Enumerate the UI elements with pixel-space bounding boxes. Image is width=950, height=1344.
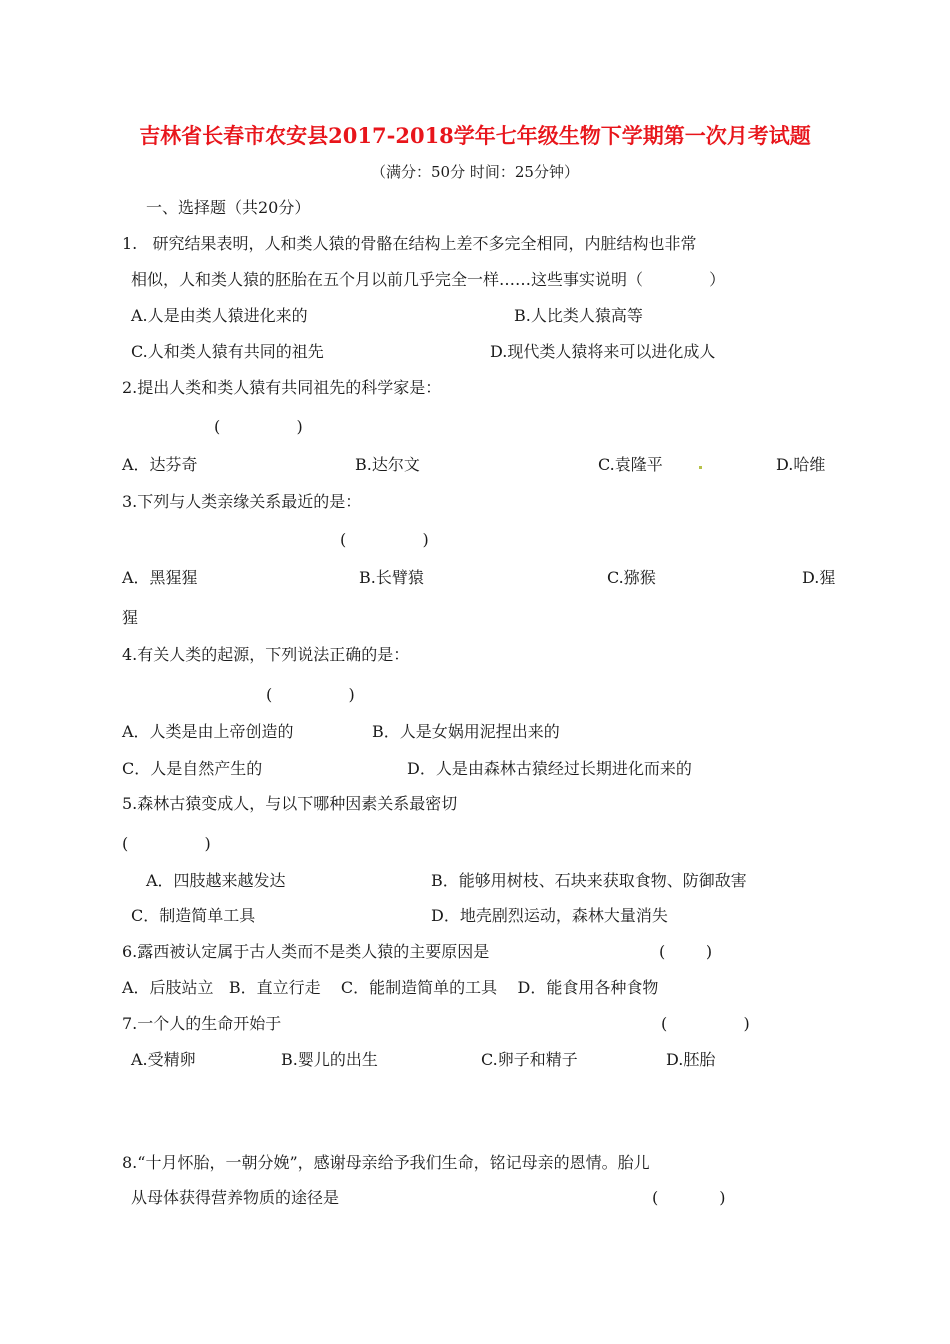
q4-stem: 4.有关人类的起源，下列说法正确的是： <box>122 645 410 664</box>
q8-stem-line2: 从母体获得营养物质的途径是 <box>131 1188 340 1207</box>
q7-option-b: B.婴儿的出生 <box>281 1050 378 1069</box>
q4-option-b: B．人是女娲用泥捏出来的 <box>372 722 560 741</box>
q3-option-a: A．黑猩猩 <box>122 568 198 587</box>
q5-answer-paren: ( ) <box>122 834 211 853</box>
q5-stem: 5.森林古猿变成人，与以下哪种因素关系最密切 <box>122 794 458 813</box>
q4-option-a: A．人类是由上帝创造的 <box>122 722 294 741</box>
q1-option-a: A.人是由类人猿进化来的 <box>131 306 308 325</box>
q1-stem-line1: 1. 研究结果表明，人和类人猿的骨骼在结构上差不多完全相同，内脏结构也非常 <box>122 234 697 253</box>
q7-option-a: A.受精卵 <box>131 1050 196 1069</box>
q4-answer-paren: ( ) <box>266 685 355 704</box>
q3-option-b: B.长臂猿 <box>359 568 424 587</box>
stray-dot <box>699 466 702 469</box>
exam-title: 吉林省长春市农安县2017-2018学年七年级生物下学期第一次月考试题 <box>139 123 811 148</box>
q6-stem: 6.露西被认定属于古人类而不是类人猿的主要原因是 <box>122 942 490 961</box>
q3-option-d: D.猩 <box>802 568 836 587</box>
q5-option-d: D．地壳剧烈运动，森林大量消失 <box>431 906 668 925</box>
q1-option-c: C.人和类人猿有共同的祖先 <box>131 342 324 361</box>
q6-answer-paren: ( ) <box>659 942 713 961</box>
q2-option-b: B.达尔文 <box>355 455 420 474</box>
q7-answer-paren: ( ) <box>661 1014 750 1033</box>
exam-info: （满分：50分 时间：25分钟） <box>371 163 579 181</box>
q7-option-d: D.胚胎 <box>666 1050 716 1069</box>
q3-answer-paren: ( ) <box>340 530 429 549</box>
q2-option-d: D.哈维 <box>776 455 826 474</box>
q2-answer-paren: ( ) <box>214 417 303 436</box>
q5-option-b: B．能够用树枝、石块来获取食物、防御敌害 <box>431 871 747 890</box>
q1-stem-line2: 相似，人和类人猿的胚胎在五个月以前几乎完全一样……这些事实说明（ ） <box>131 270 726 289</box>
q4-option-c: C．人是自然产生的 <box>122 759 263 778</box>
q8-stem-line1: 8.“十月怀胎，一朝分娩”，感谢母亲给予我们生命，铭记母亲的恩情。胎儿 <box>122 1153 650 1172</box>
q1-option-d: D.现代类人猿将来可以进化成人 <box>490 342 716 361</box>
q7-option-c: C.卵子和精子 <box>481 1050 578 1069</box>
q3-option-c: C.猕猴 <box>607 568 656 587</box>
q5-option-c: C．制造简单工具 <box>131 906 256 925</box>
q7-stem: 7.一个人的生命开始于 <box>122 1014 282 1033</box>
q4-option-d: D．人是由森林古猿经过长期进化而来的 <box>407 759 692 778</box>
q6-options: A．后肢站立 B．直立行走 C．能制造简单的工具 D．能食用各种食物 <box>122 978 659 997</box>
q2-option-c: C.袁隆平 <box>598 455 663 474</box>
q1-option-b: B.人比类人猿高等 <box>514 306 643 325</box>
q2-stem: 2.提出人类和类人猿有共同祖先的科学家是： <box>122 378 442 397</box>
q5-option-a: A．四肢越来越发达 <box>146 871 286 890</box>
section-heading: 一、选择题（共20分） <box>146 198 311 217</box>
q8-answer-paren: ( ) <box>652 1188 726 1207</box>
q3-option-d-wrap: 猩 <box>122 608 139 627</box>
q2-option-a: A．达芬奇 <box>122 455 198 474</box>
q3-stem: 3.下列与人类亲缘关系最近的是： <box>122 492 362 511</box>
